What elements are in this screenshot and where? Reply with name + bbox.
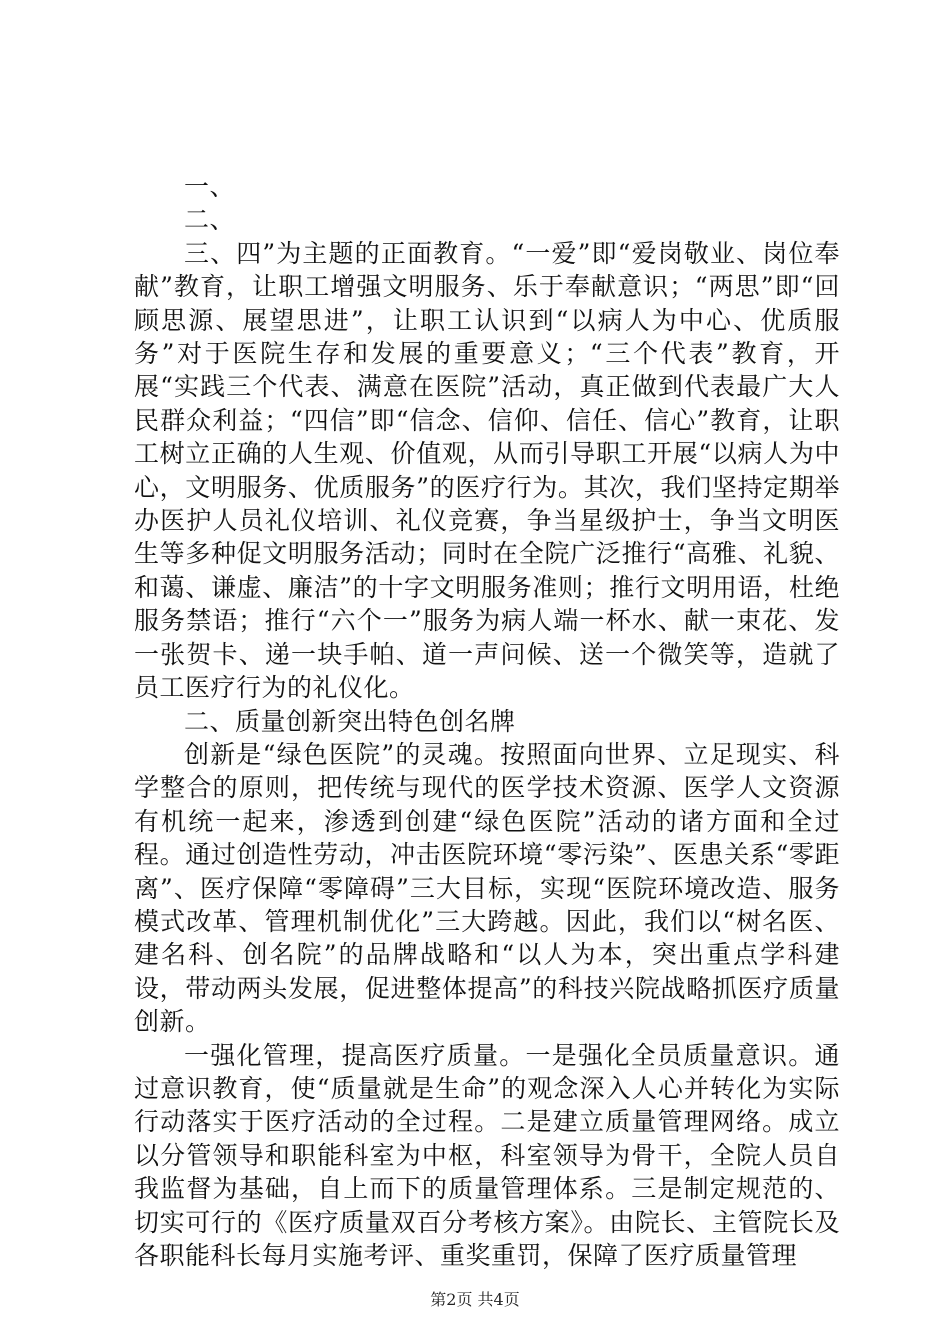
page-footer bbox=[0, 1290, 950, 1310]
page-number-label: 第2页 共4页 bbox=[430, 1290, 520, 1309]
paragraph-list-marker-2: 二、 bbox=[184, 205, 236, 235]
section-heading-quality-innovation: 二、质量创新突出特色创名牌 bbox=[184, 706, 516, 736]
paragraph-education-themes: 三、四”为主题的正面教育。“一爱”即“爱岗敬业、岗位奉献”教育，让职工增强文明服务、乐于奉献意识；“两思”即“回顾思源、展望思进”，让职工认识到“以病人为中心、优质服务”对于医院生存和发展的重要意义；“三个代表”教育，开展“实践三个代表、满意在医院”活动，真正做到代表最广大人民群众利益；“四信”即“信念、信仰、信任、信心”教育，让职工树立正确的人生观、价值观，从而引导职工开展“以病人为中心，文明服务、优质服务”的医疗行为。其次，我们坚持定期举办医护人员礼仪培训、礼仪竞赛，争当星级护士，争当文明医生等多种促文明服务活动；同时在全院广泛推行“高雅、礼貌、和蔼、谦虚、廉洁”的十字文明服务准则；推行文明用语，杜绝服务禁语；推行“六个一”服务为病人端一杯水、献一束花、发一张贺卡、递一块手帕、道一声问候、送一个微笑等，造就了员工医疗行为的礼仪化。 bbox=[134, 238, 840, 703]
paragraph-strengthen-management: 一强化管理，提高医疗质量。一是强化全员质量意识。通过意识教育，使“质量就是生命”的观念深入人心并转化为实际行动落实于医疗活动的全过程。二是建立质量管理网络。成立以分管领导和职能科室为中枢，科室领导为骨干，全院人员自我监督为基础，自上而下的质量管理体系。三是制定规范的、切实可行的《医疗质量双百分考核方案》。由院长、主管院长及各职能科长每月实施考评、重奖重罚，保障了医疗质量管理 bbox=[134, 1040, 840, 1270]
paragraph-innovation: 创新是“绿色医院”的灵魂。按照面向世界、立足现实、科学整合的原则，把传统与现代的医学技术资源、医学人文资源有机统一起来，渗透到创建“绿色医院”活动的诸方面和全过程。通过创造性劳动，冲击医院环境“零污染”、医患关系“零距离”、医疗保障“零障碍”三大目标，实现“医院环境改造、服务模式改革、管理机制优化”三大跨越。因此，我们以“树名医、建名科、创名院”的品牌战略和“以人为本，突出重点学科建设，带动两头发展，促进整体提高”的科技兴院战略抓医疗质量创新。 bbox=[134, 739, 840, 1037]
paragraph-list-marker-1: 一、 bbox=[184, 172, 236, 201]
document-body bbox=[134, 170, 840, 1272]
